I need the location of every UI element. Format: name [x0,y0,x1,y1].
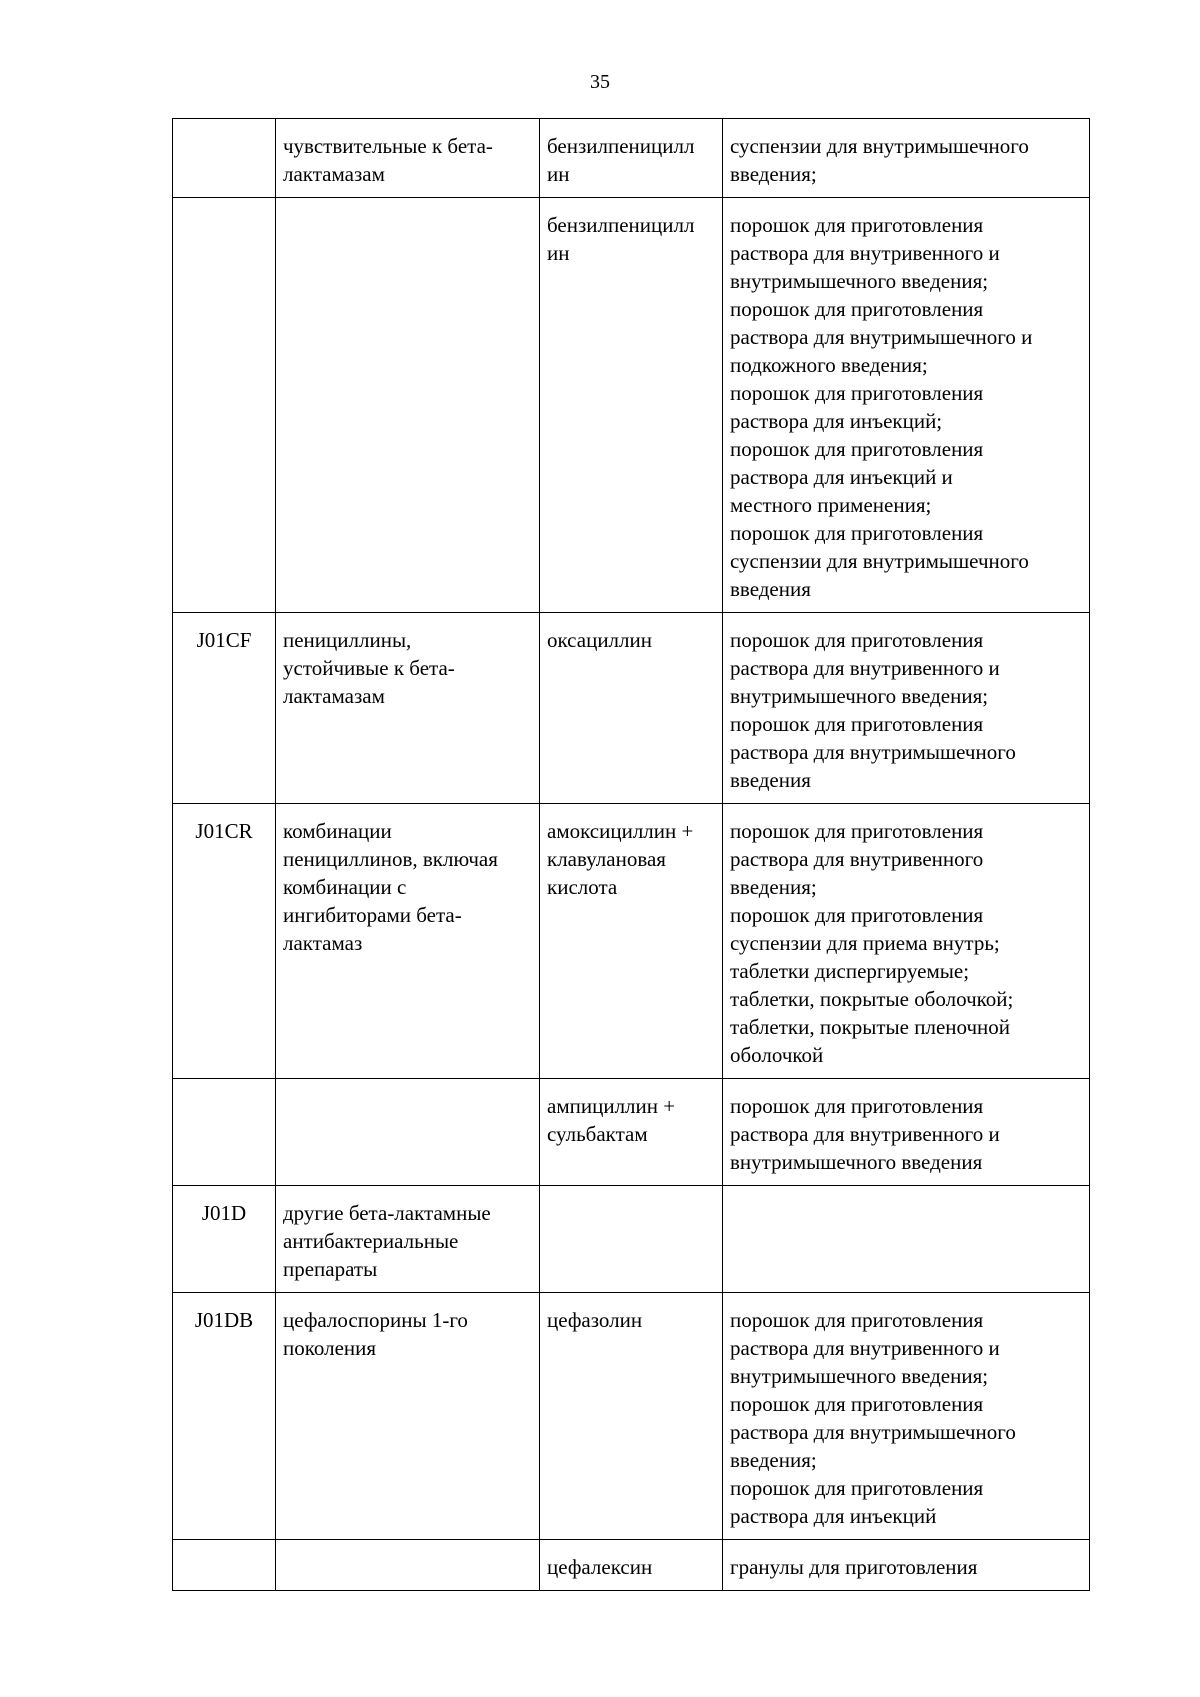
atc-code-cell: J01D [173,1186,276,1293]
dosage-forms-cell [723,1186,1090,1293]
table-row [173,804,1090,1079]
group-cell: чувствительные к бета- лактамазам [276,119,540,198]
table-row [173,119,1090,198]
medication-table [172,118,1090,1591]
table-row [173,1293,1090,1540]
dosage-forms-cell: порошок для приготовления раствора для внутривенного и внутримышечного введения [723,1079,1090,1186]
group-cell [276,1079,540,1186]
group-cell: другие бета-лактамные антибактериальные препараты [276,1186,540,1293]
drug-cell: бензилпеницилл ин [540,119,723,198]
atc-code-cell [173,198,276,613]
page-number: 35 [590,71,610,93]
table-row [173,1079,1090,1186]
atc-code-cell [173,1540,276,1591]
group-cell [276,1540,540,1591]
dosage-forms-cell: порошок для приготовления раствора для внутривенного и внутримышечного введения; порошок для приготовления раствора для внутримышечного введения; порошок для приготовления раствора для инъекций [723,1293,1090,1540]
drug-cell: оксациллин [540,613,723,804]
atc-code-cell [173,1079,276,1186]
drug-cell: ампициллин + сульбактам [540,1079,723,1186]
group-cell [276,198,540,613]
group-cell: комбинации пенициллинов, включая комбинации с ингибиторами бета- лактамаз [276,804,540,1079]
table-row [173,613,1090,804]
table-row [173,1540,1090,1591]
dosage-forms-cell: гранулы для приготовления [723,1540,1090,1591]
atc-code-cell [173,119,276,198]
atc-code-cell: J01DB [173,1293,276,1540]
atc-code-cell: J01CR [173,804,276,1079]
dosage-forms-cell: порошок для приготовления раствора для внутривенного и внутримышечного введения; порошок для приготовления раствора для внутримышечного введения [723,613,1090,804]
atc-code-cell: J01CF [173,613,276,804]
dosage-forms-cell: суспензии для внутримышечного введения; [723,119,1090,198]
drug-cell [540,1186,723,1293]
drug-cell: амоксициллин + клавулановая кислота [540,804,723,1079]
drug-cell: цефазолин [540,1293,723,1540]
group-cell: цефалоспорины 1-го поколения [276,1293,540,1540]
table-row [173,1186,1090,1293]
drug-cell: цефалексин [540,1540,723,1591]
group-cell: пенициллины, устойчивые к бета- лактамазам [276,613,540,804]
dosage-forms-cell: порошок для приготовления раствора для внутривенного и внутримышечного введения; порошок для приготовления раствора для внутримышечного и подкожного введения; порошок для приготовления раствора для инъекций; порошок для приготовления раствора для инъекций и местного применения; порошок для приготовления суспензии для внутримышечного введения [723,198,1090,613]
drug-cell: бензилпеницилл ин [540,198,723,613]
dosage-forms-cell: порошок для приготовления раствора для внутривенного введения; порошок для приготовления суспензии для приема внутрь; таблетки диспергируемые; таблетки, покрытые оболочкой; таблетки, покрытые пленочной оболочкой [723,804,1090,1079]
table-row [173,198,1090,613]
